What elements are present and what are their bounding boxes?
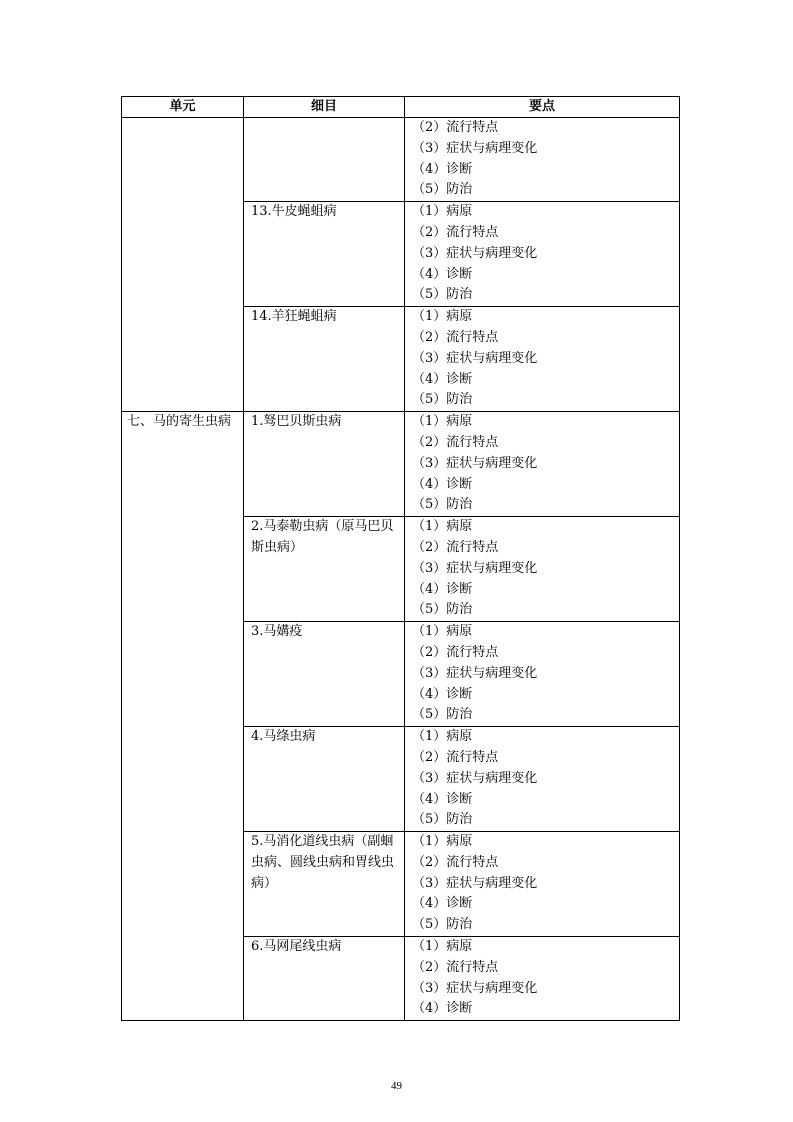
point-item: （4）诊断 [412, 686, 473, 702]
table-row [122, 118, 680, 202]
point-item: （1）病原 [412, 624, 473, 640]
table-header-row [122, 97, 680, 118]
point-item: （3）症状与病理变化 [412, 665, 538, 681]
points-cell [405, 727, 680, 832]
point-item: （3）症状与病理变化 [412, 560, 538, 576]
point-item: （5）防治 [412, 917, 473, 933]
unit-cell-continued [122, 118, 244, 412]
table-row [122, 412, 680, 517]
header-points: 要点 [405, 97, 680, 118]
item-cell: 6.马网尾线虫病 [244, 937, 405, 1021]
point-item: （5）防治 [412, 287, 473, 303]
item-cell: 3.马媾疫 [244, 622, 405, 727]
point-item: （3）症状与病理变化 [412, 980, 538, 996]
point-item: （1）病原 [412, 939, 473, 955]
point-item: （3）症状与病理变化 [412, 140, 538, 156]
header-unit: 单元 [122, 97, 244, 118]
point-item: （4）诊断 [412, 581, 473, 597]
point-item: （3）症状与病理变化 [412, 770, 538, 786]
point-item: （4）诊断 [412, 476, 473, 492]
point-item: （3）症状与病理变化 [412, 350, 538, 366]
point-item: （1）病原 [412, 414, 473, 430]
item-cell [244, 118, 405, 202]
point-item: （4）诊断 [412, 791, 473, 807]
point-item: （4）诊断 [412, 371, 473, 387]
points-cell [405, 622, 680, 727]
points-cell [405, 412, 680, 517]
points-cell [405, 517, 680, 622]
point-item: （4）诊断 [412, 1001, 473, 1017]
point-item: （4）诊断 [412, 161, 473, 177]
point-item: （3）症状与病理变化 [412, 245, 538, 261]
point-item: （1）病原 [412, 519, 473, 535]
point-item: （4）诊断 [412, 896, 473, 912]
point-item: （2）流行特点 [412, 329, 499, 345]
point-item: （3）症状与病理变化 [412, 875, 538, 891]
point-item: （3）症状与病理变化 [412, 455, 538, 471]
item-cell: 1.驽巴贝斯虫病 [244, 412, 405, 517]
item-cell: 13.牛皮蝇蛆病 [244, 202, 405, 307]
point-item: （5）防治 [412, 182, 473, 198]
item-cell: 2.马泰勒虫病（原马巴贝斯虫病） [244, 517, 405, 622]
point-item: （2）流行特点 [412, 959, 499, 975]
points-cell [405, 118, 680, 202]
item-cell: 14.羊狂蝇蛆病 [244, 307, 405, 412]
point-item: （2）流行特点 [412, 539, 499, 555]
syllabus-table [121, 96, 680, 1021]
point-item: （5）防治 [412, 497, 473, 513]
points-cell [405, 307, 680, 412]
points-cell [405, 202, 680, 307]
page-number: 49 [391, 1080, 402, 1092]
point-item: （1）病原 [412, 834, 473, 850]
unit-cell: 七、马的寄生虫病 [122, 412, 244, 1021]
point-item: （5）防治 [412, 392, 473, 408]
points-cell [405, 937, 680, 1021]
item-cell: 4.马绦虫病 [244, 727, 405, 832]
point-item: （2）流行特点 [412, 224, 499, 240]
point-item: （5）防治 [412, 812, 473, 828]
point-item: （2）流行特点 [412, 644, 499, 660]
point-item: （1）病原 [412, 309, 473, 325]
point-item: （2）流行特点 [412, 749, 499, 765]
point-item: （2）流行特点 [412, 854, 499, 870]
point-item: （1）病原 [412, 204, 473, 220]
point-item: （5）防治 [412, 707, 473, 723]
point-item: （4）诊断 [412, 266, 473, 282]
point-item: （1）病原 [412, 729, 473, 745]
points-cell [405, 832, 680, 937]
header-item: 细目 [244, 97, 405, 118]
point-item: （5）防治 [412, 602, 473, 618]
item-cell: 5.马消化道线虫病（副蛔虫病、圆线虫病和胃线虫病） [244, 832, 405, 937]
point-item: （2）流行特点 [412, 434, 499, 450]
point-item: （2）流行特点 [412, 120, 499, 135]
